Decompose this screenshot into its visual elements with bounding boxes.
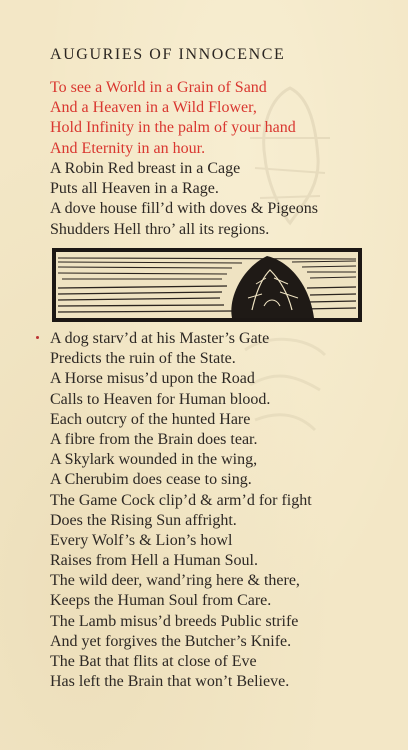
verse-line: A Skylark wounded in the wing, <box>50 451 258 469</box>
verses-before-image <box>50 159 318 240</box>
opening-stanza <box>50 78 296 159</box>
verse-line: Keeps the Human Soul from Care. <box>50 592 272 610</box>
verse-line: A fibre from the Brain does tear. <box>50 430 258 448</box>
verse-line: Predicts the ruin of the State. <box>50 350 236 368</box>
verse-line: Every Wolf’s & Lion’s howl <box>50 531 233 549</box>
verse-line: The wild deer, wand’ring here & there, <box>50 572 300 590</box>
verse-line: Calls to Heaven for Human blood. <box>50 390 271 408</box>
verse-line: A dove house fill’d with doves & Pigeons <box>50 200 318 218</box>
verse-line: Raises from Hell a Human Soul. <box>50 552 258 570</box>
verse-line: A Cherubim does cease to sing. <box>50 471 252 489</box>
verse-line: The Bat that flits at close of Eve <box>50 653 257 670</box>
verse-line: A Robin Red breast in a Cage <box>50 160 241 177</box>
verse-line: And a Heaven in a Wild Flower, <box>50 99 257 117</box>
verse-line: Puts all Heaven in a Rage. <box>50 180 219 198</box>
verse-line: And yet forgives the Butcher’s Knife. <box>50 632 292 650</box>
verse-line: And Eternity in an hour. <box>50 139 206 157</box>
verse-line: The Lamb misus’d breeds Public strife <box>50 612 299 630</box>
verse-line: Does the Rising Sun affright. <box>50 511 237 529</box>
poem-title: AUGURIES OF INNOCENCE <box>50 46 286 63</box>
verse-line: A Horse misus’d upon the Road <box>50 370 255 388</box>
verse-line: Shudders Hell thro’ all its regions. <box>50 220 270 238</box>
margin-mark <box>36 336 39 339</box>
verses-after-image <box>50 329 312 692</box>
verse-line: The Game Cock clip’d & arm’d for fight <box>50 491 312 509</box>
verse-line: To see a World in a Grain of Sand <box>50 79 267 96</box>
verse-line: A dog starv’d at his Master’s Gate <box>50 330 270 347</box>
verse-line: Each outcry of the hunted Hare <box>50 410 251 428</box>
verse-line: Hold Infinity in the palm of your hand <box>50 119 296 137</box>
verse-line: Has left the Brain that won’t Believe. <box>50 673 290 691</box>
woodcut-landscape-illustration <box>52 248 362 322</box>
